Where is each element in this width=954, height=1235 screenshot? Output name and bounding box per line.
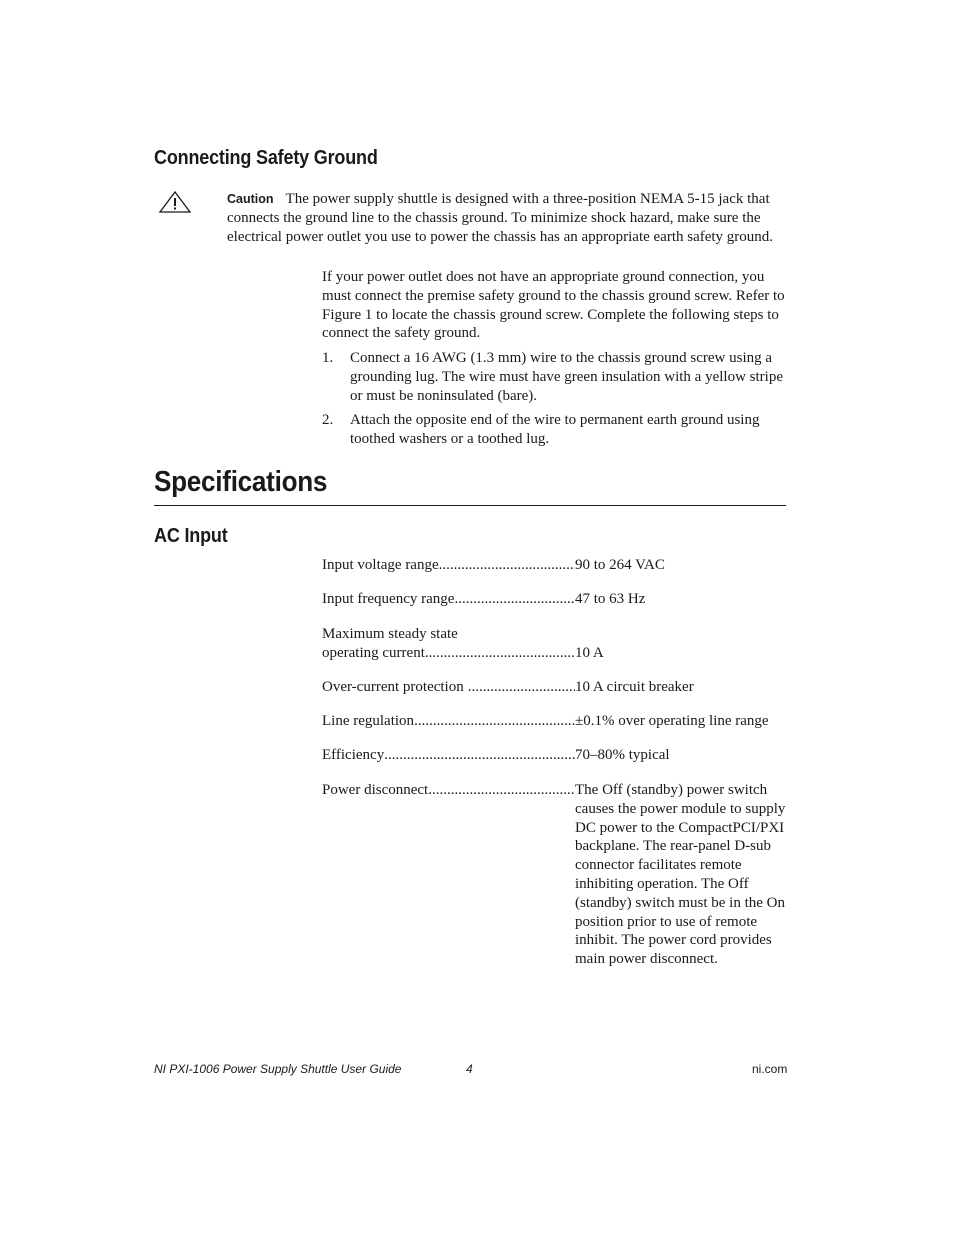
footer-site: ni.com bbox=[752, 1062, 788, 1076]
spec-value: 10 A bbox=[575, 644, 604, 661]
spec-value: 47 to 63 Hz bbox=[575, 591, 646, 607]
leader-dots bbox=[454, 590, 575, 609]
safety-ground-steps bbox=[322, 349, 788, 455]
caution-note bbox=[227, 190, 792, 246]
safety-ground-intro: If your power outlet does not have an appropriate ground connection, you must connect the premise safety ground to the chassis ground screw. Refer to Figure 1 to locate the chassis ground screw. Complete the following steps to connect the safety ground. bbox=[322, 269, 785, 342]
warning-triangle-icon bbox=[158, 190, 192, 214]
step-text: Connect a 16 AWG (1.3 mm) wire to the chassis ground screw using a grounding lug. The wire must have green insulation with a yellow stripe or must be noninsulated (bare). bbox=[350, 350, 783, 404]
step-number: 1. bbox=[322, 350, 334, 366]
spec-value: 90 to 264 VAC bbox=[575, 557, 665, 573]
spec-label: Power disconnect bbox=[322, 782, 429, 798]
list-item bbox=[322, 411, 788, 449]
step-number: 2. bbox=[322, 412, 334, 429]
leader-dots bbox=[439, 556, 575, 575]
spec-row-power-disconnect bbox=[322, 781, 792, 969]
leader-dots bbox=[384, 746, 575, 765]
spec-row-input-voltage bbox=[322, 556, 792, 575]
spec-row-operating-current bbox=[322, 625, 792, 663]
spec-value: ±0.1% over operating line range bbox=[575, 713, 769, 729]
leader-dots bbox=[414, 712, 575, 731]
spec-row-over-current bbox=[322, 678, 792, 697]
section-heading-safety-ground: Connecting Safety Ground bbox=[154, 147, 378, 169]
footer-page-number: 4 bbox=[466, 1062, 473, 1076]
section-heading-specifications: Specifications bbox=[154, 466, 328, 498]
spec-value: 70–80% typical bbox=[575, 747, 670, 763]
step-text: Attach the opposite end of the wire to permanent earth ground using toothed washers or a toothed lug. bbox=[350, 412, 760, 448]
spec-label: Input voltage range bbox=[322, 557, 439, 573]
caution-text: The power supply shuttle is designed with a three-position NEMA 5-15 jack that connects the ground line to the chassis ground. To minimize shock hazard, make sure the electrical power outlet you use to power the chassis has an appropriate earth safety ground. bbox=[227, 191, 774, 245]
spec-value: The Off (standby) power switch causes the power module to supply DC power to the CompactPCI/PXI backplane. The rear-panel D-sub connector facilitates remote inhibiting operation. The Off (standby) switch must be in the On position prior to use of remote inhibit. The power cord provides main power disconnect. bbox=[575, 782, 786, 968]
spec-label: Input frequency range bbox=[322, 591, 455, 607]
leader-dots bbox=[428, 781, 575, 800]
leader-dots bbox=[464, 678, 575, 697]
spec-row-line-regulation bbox=[322, 712, 792, 731]
caution-label: Caution bbox=[227, 192, 274, 206]
spec-row-input-frequency bbox=[322, 590, 792, 609]
spec-label: Line regulation bbox=[322, 713, 415, 729]
list-item bbox=[322, 349, 788, 405]
spec-label-line1: Maximum steady state bbox=[322, 626, 458, 642]
spec-label: Over-current protection bbox=[322, 679, 464, 695]
leader-dots bbox=[425, 644, 575, 663]
footer-title: NI PXI-1006 Power Supply Shuttle User Guide bbox=[154, 1062, 402, 1076]
spec-label: Efficiency bbox=[322, 747, 385, 763]
heading-rule bbox=[154, 505, 786, 506]
spec-label: operating current bbox=[322, 644, 425, 661]
spec-row-efficiency bbox=[322, 746, 792, 765]
spec-value: 10 A circuit breaker bbox=[575, 679, 694, 695]
subsection-heading-ac-input: AC Input bbox=[154, 525, 228, 547]
